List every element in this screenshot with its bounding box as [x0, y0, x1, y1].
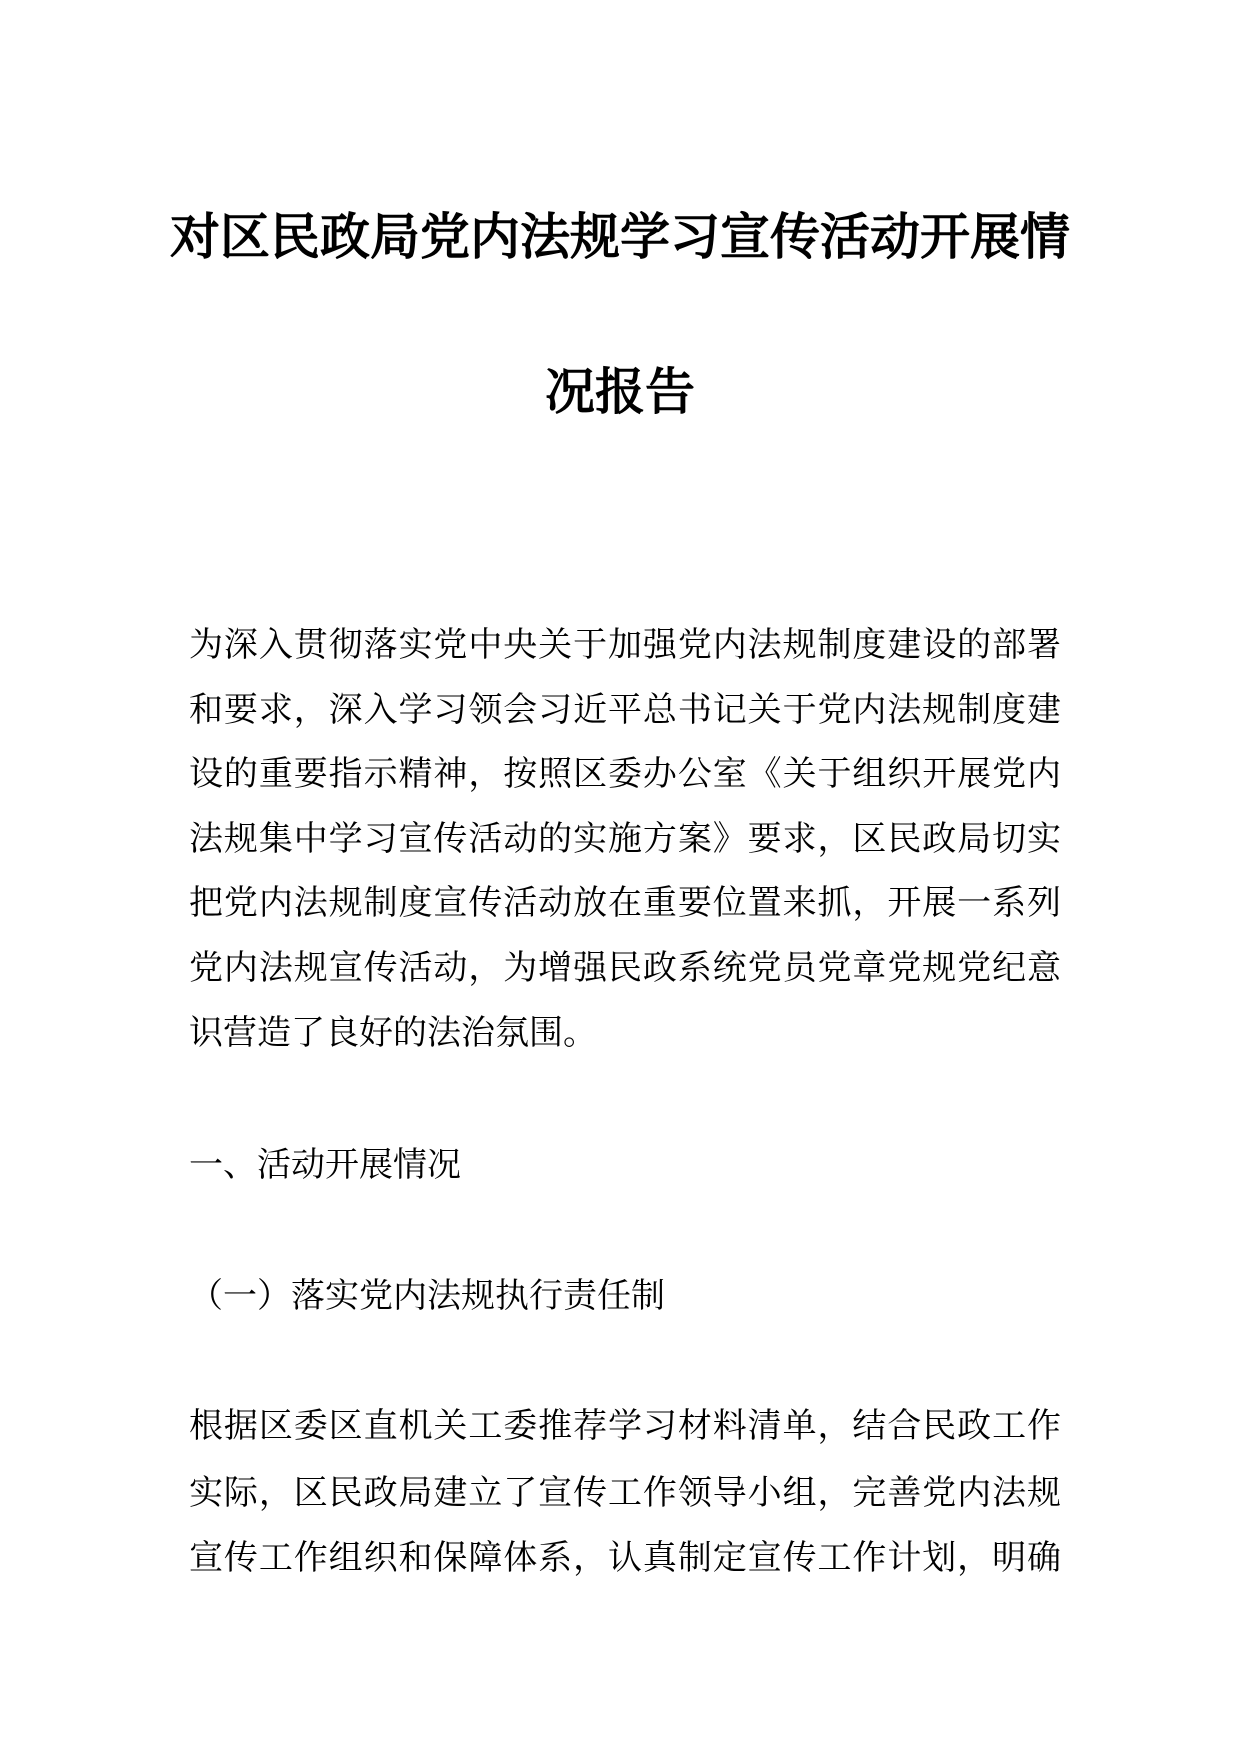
paragraph-line: 党内法规宣传活动，为增强民政系统党员党章党规党纪意 — [189, 948, 1061, 988]
document-title-line-2: 况报告 — [545, 363, 695, 421]
paragraph-line: 把党内法规制度宣传活动放在重要位置来抓，开展一系列 — [189, 883, 1061, 923]
paragraph-line: 和要求，深入学习领会习近平总书记关于党内法规制度建 — [189, 690, 1061, 730]
section-heading: 一、活动开展情况 — [189, 1145, 461, 1185]
paragraph-line: 实际，区民政局建立了宣传工作领导小组，完善党内法规 — [189, 1473, 1061, 1513]
paragraph-line: 根据区委区直机关工委推荐学习材料清单，结合民政工作 — [189, 1406, 1061, 1446]
document-title-line-1: 对区民政局党内法规学习宣传活动开展情 — [170, 208, 1070, 266]
paragraph-line: 为深入贯彻落实党中央关于加强党内法规制度建设的部署 — [189, 625, 1061, 665]
subsection-heading: （一）落实党内法规执行责任制 — [189, 1276, 665, 1316]
paragraph-line: 设的重要指示精神，按照区委办公室《关于组织开展党内 — [189, 754, 1061, 794]
paragraph-line: 宣传工作组织和保障体系，认真制定宣传工作计划，明确 — [189, 1538, 1061, 1578]
paragraph-line: 识营造了良好的法治氛围。 — [189, 1013, 597, 1053]
paragraph-line: 法规集中学习宣传活动的实施方案》要求，区民政局切实 — [189, 819, 1061, 859]
